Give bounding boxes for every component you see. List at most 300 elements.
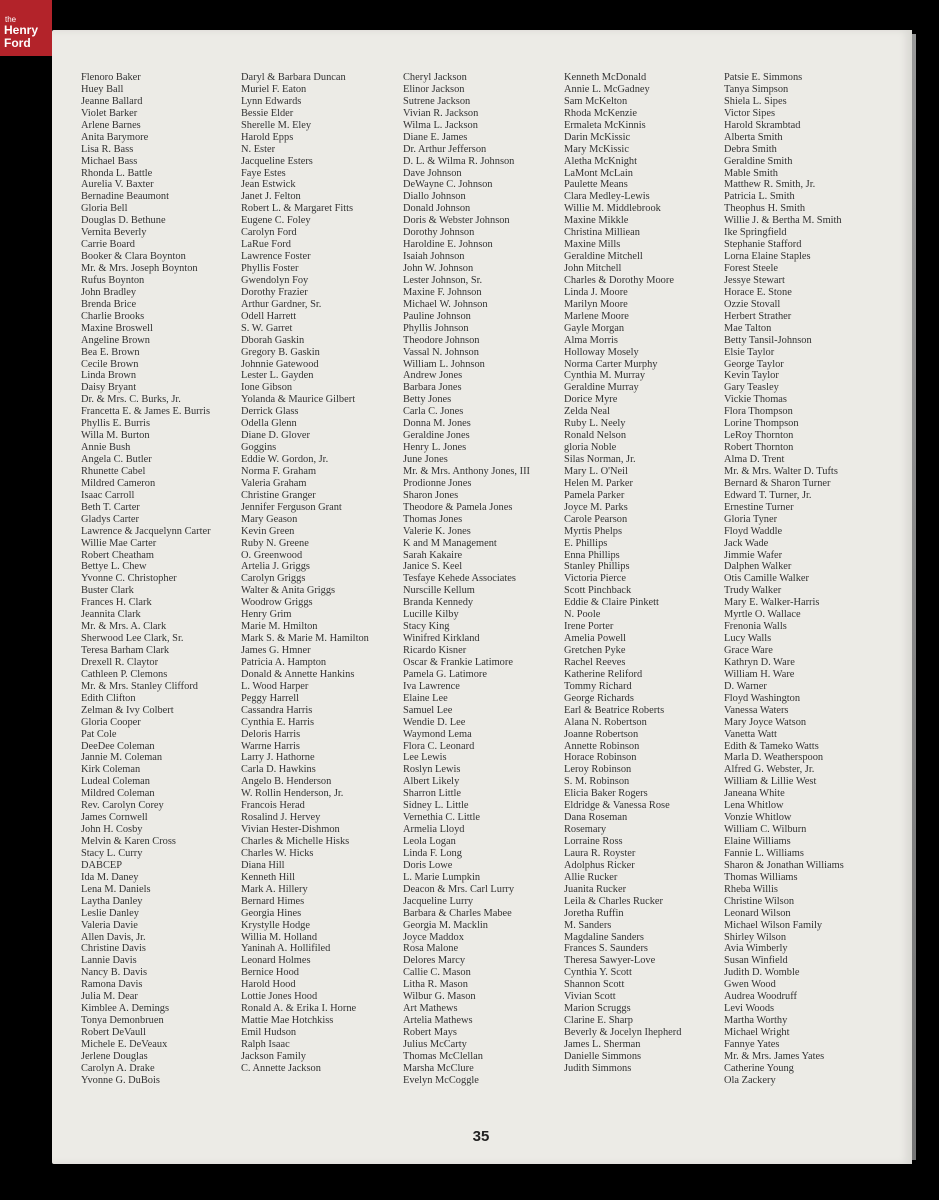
name-entry: Linda J. Moore bbox=[564, 286, 628, 298]
name-entry: Mae Talton bbox=[724, 322, 772, 334]
name-entry: Edith Clifton bbox=[81, 692, 136, 704]
page-number: 35 bbox=[472, 1128, 490, 1145]
name-entry: John W. Johnson bbox=[403, 263, 474, 274]
name-entry: Odella Glenn bbox=[241, 418, 297, 430]
name-entry: Dana Roseman bbox=[564, 812, 628, 824]
name-entry: Frances H. Clark bbox=[81, 597, 152, 609]
name-entry: Krystylle Hodge bbox=[241, 919, 310, 931]
name-entry: Vivian Hester-Dishmon bbox=[241, 824, 340, 836]
name-entry: James G. Hmner bbox=[241, 645, 311, 656]
name-entry: Levi Woods bbox=[724, 1003, 775, 1015]
name-entry: Anita Barymore bbox=[81, 131, 149, 143]
name-entry: Diana Hill bbox=[241, 859, 285, 871]
name-entry: D. L. & Wilma R. Johnson bbox=[403, 155, 515, 167]
name-entry: Robert Cheatham bbox=[81, 549, 155, 561]
name-entry: Annie L. McGadney bbox=[564, 83, 650, 95]
name-entry: Lester L. Gayden bbox=[241, 370, 314, 382]
name-entry: Teresa Barham Clark bbox=[81, 645, 170, 656]
name-entry: Valerie K. Jones bbox=[403, 525, 471, 537]
name-entry: LaRue Ford bbox=[241, 239, 291, 251]
name-entry: Victoria Pierce bbox=[564, 573, 626, 585]
name-entry: Francetta E. & James E. Burris bbox=[81, 406, 210, 418]
name-column-5 bbox=[724, 72, 844, 1087]
name-entry: E. Phillips bbox=[564, 537, 608, 549]
name-entry: Theodore Johnson bbox=[403, 334, 480, 346]
name-entry: Georgia Hines bbox=[241, 907, 302, 919]
name-entry: Flenoro Baker bbox=[81, 72, 141, 83]
name-entry: Floyd Waddle bbox=[724, 525, 783, 537]
name-entry: Darin McKissic bbox=[564, 131, 631, 143]
name-entry: Donna M. Jones bbox=[403, 418, 471, 430]
name-entry: Ernestine Turner bbox=[724, 501, 794, 513]
name-entry: Christine Wilson bbox=[724, 895, 795, 907]
name-entry: Gary Teasley bbox=[724, 382, 779, 394]
name-entry: Gloria Cooper bbox=[81, 716, 141, 728]
name-entry: Diallo Johnson bbox=[403, 191, 466, 203]
name-entry: Winifred Kirkland bbox=[403, 633, 480, 645]
name-entry: Drexell R. Claytor bbox=[81, 656, 159, 668]
name-entry: Mary L. O'Neil bbox=[564, 465, 628, 477]
name-entry: Fannie L. Williams bbox=[724, 847, 804, 859]
name-entry: Evelyn McCoggle bbox=[403, 1074, 479, 1086]
name-entry: Frances S. Saunders bbox=[564, 943, 648, 955]
name-entry: Tanya Simpson bbox=[724, 83, 789, 95]
name-entry: Marla D. Weatherspoon bbox=[724, 752, 824, 764]
name-entry: Ione Gibson bbox=[241, 382, 293, 394]
name-entry: Shannon Scott bbox=[564, 979, 625, 991]
name-entry: Mary Joyce Watson bbox=[724, 716, 807, 728]
name-entry: Jean Estwick bbox=[241, 179, 296, 191]
name-entry: Thomas Jones bbox=[403, 513, 463, 525]
name-entry: Artelia Mathews bbox=[403, 1015, 473, 1027]
name-entry: Rev. Carolyn Corey bbox=[81, 800, 164, 812]
name-entry: Forest Steele bbox=[724, 263, 778, 274]
name-entry: L. Marie Lumpkin bbox=[403, 871, 481, 883]
name-entry: Phyllis Johnson bbox=[403, 322, 469, 334]
name-entry: Sutrene Jackson bbox=[403, 95, 471, 107]
name-entry: James L. Sherman bbox=[564, 1038, 641, 1050]
name-entry: Floyd Washington bbox=[724, 692, 801, 704]
name-entry: Sherelle M. Eley bbox=[241, 119, 312, 131]
name-entry: Mildred Coleman bbox=[81, 788, 155, 800]
name-entry: Sharon Jones bbox=[403, 489, 459, 501]
name-entry: Ruby L. Neely bbox=[564, 418, 626, 430]
name-entry: Goggins bbox=[241, 442, 277, 454]
name-entry: Sherwood Lee Clark, Sr. bbox=[81, 633, 184, 645]
name-entry: Joyce M. Parks bbox=[564, 501, 628, 513]
name-entry: Paulette Means bbox=[564, 179, 628, 191]
name-column-3 bbox=[403, 72, 530, 1087]
name-entry: Horace Robinson bbox=[564, 752, 637, 764]
name-entry: Cynthia M. Murray bbox=[564, 370, 646, 382]
name-entry: Bernadine Beaumont bbox=[81, 191, 170, 203]
name-entry: Yvonne G. DuBois bbox=[81, 1074, 160, 1086]
name-entry: Vivian R. Jackson bbox=[403, 107, 479, 119]
name-entry: Theresa Sawyer-Love bbox=[564, 955, 656, 967]
name-entry: N. Ester bbox=[241, 143, 276, 155]
name-entry: Leonard Wilson bbox=[724, 907, 791, 919]
name-entry: Stanley Phillips bbox=[564, 561, 630, 573]
name-entry: Angeline Brown bbox=[81, 334, 150, 346]
name-entry: Woodrow Griggs bbox=[241, 597, 313, 609]
name-entry: Litha R. Mason bbox=[403, 979, 468, 991]
name-entry: Cassandra Harris bbox=[241, 704, 313, 716]
name-entry: M. Sanders bbox=[564, 919, 612, 931]
name-entry: Alma Morris bbox=[564, 334, 618, 346]
name-entry: Angelo B. Henderson bbox=[241, 776, 332, 788]
name-entry: Janet J. Felton bbox=[241, 191, 301, 203]
name-entry: Alma D. Trent bbox=[724, 454, 785, 465]
name-entry: Bernard Himes bbox=[241, 895, 305, 907]
name-entry: Lucille Kilby bbox=[403, 609, 459, 621]
name-entry: William & Lillie West bbox=[724, 776, 817, 788]
name-column-4 bbox=[564, 72, 681, 1075]
name-entry: Francois Herad bbox=[241, 800, 305, 812]
name-entry: Vonzie Whitlow bbox=[724, 812, 792, 824]
name-entry: Elaine Williams bbox=[724, 836, 791, 847]
name-entry: S. W. Garret bbox=[241, 322, 293, 334]
name-entry: Vickie Thomas bbox=[724, 394, 787, 406]
name-entry: Christine Granger bbox=[241, 489, 316, 501]
name-entry: Charles & Dorothy Moore bbox=[564, 274, 674, 286]
name-entry: George Richards bbox=[564, 692, 634, 704]
name-entry: Vanetta Watt bbox=[724, 728, 777, 740]
name-entry: Dorothy Johnson bbox=[403, 227, 475, 239]
name-entry: Arthur Gardner, Sr. bbox=[241, 298, 322, 310]
name-entry: Rheba Willis bbox=[724, 883, 778, 895]
name-entry: Michael Bass bbox=[81, 155, 138, 167]
name-entry: Ola Zackery bbox=[724, 1074, 776, 1086]
name-entry: Julia M. Dear bbox=[81, 991, 138, 1003]
name-entry: Joanne Robertson bbox=[564, 728, 639, 740]
name-entry: DeeDee Coleman bbox=[81, 740, 155, 752]
name-entry: Jack Wade bbox=[724, 537, 769, 549]
name-entry: Edith & Tameko Watts bbox=[724, 740, 819, 752]
name-entry: Ike Springfield bbox=[724, 227, 787, 239]
name-entry: Harold Epps bbox=[241, 131, 294, 143]
name-entry: Eugene C. Foley bbox=[241, 215, 311, 227]
name-entry: Dr. Arthur Jefferson bbox=[403, 143, 487, 155]
name-entry: Ronald Nelson bbox=[564, 430, 627, 442]
name-entry: Derrick Glass bbox=[241, 406, 299, 418]
name-entry: Matthew R. Smith, Jr. bbox=[724, 179, 816, 191]
name-entry: Annie Bush bbox=[81, 442, 131, 454]
name-entry: Alfred G. Webster, Jr. bbox=[724, 764, 815, 776]
name-entry: Phyllis E. Burris bbox=[81, 418, 150, 430]
name-entry: gloria Noble bbox=[564, 442, 617, 454]
name-entry: Norma Carter Murphy bbox=[564, 358, 658, 370]
name-entry: Brenda Brice bbox=[81, 298, 137, 310]
name-entry: Vivian Scott bbox=[564, 991, 616, 1003]
name-entry: Leslie Danley bbox=[81, 907, 139, 919]
name-entry: Lawrence Foster bbox=[241, 251, 311, 263]
name-entry: Yaninah A. Hollifiled bbox=[241, 943, 331, 955]
name-entry: Nurscille Kellum bbox=[403, 585, 475, 597]
name-entry: Dorice Myre bbox=[564, 394, 618, 406]
name-entry: Angela C. Butler bbox=[81, 454, 152, 465]
name-entry: Michael Wright bbox=[724, 1027, 790, 1038]
name-entry: Johnnie Gatewood bbox=[241, 358, 319, 370]
name-entry: Allen Davis, Jr. bbox=[81, 931, 146, 943]
name-entry: Laura R. Royster bbox=[564, 847, 636, 859]
logo-line-1: Henry bbox=[4, 23, 39, 37]
name-entry: Carolyn A. Drake bbox=[81, 1062, 155, 1074]
name-entry: Katherine Reliford bbox=[564, 668, 643, 680]
name-entry: Harold Skrambtad bbox=[724, 119, 801, 131]
name-entry: Fannye Yates bbox=[724, 1038, 780, 1050]
name-entry: Gwen Wood bbox=[724, 979, 776, 991]
name-entry: Yolanda & Maurice Gilbert bbox=[241, 394, 356, 406]
name-entry: Thomas Williams bbox=[724, 871, 798, 883]
name-entry: Willia M. Holland bbox=[241, 931, 318, 943]
name-entry: Haroldine E. Johnson bbox=[403, 239, 493, 251]
name-entry: Lorine Thompson bbox=[724, 418, 799, 430]
name-entry: Clarine E. Sharp bbox=[564, 1015, 633, 1027]
name-entry: Nancy B. Davis bbox=[81, 967, 148, 979]
name-entry: Scott Pinchback bbox=[564, 585, 632, 597]
name-entry: DABCEP bbox=[81, 859, 122, 871]
name-entry: Cheryl Jackson bbox=[403, 72, 467, 83]
the-henry-ford-logo bbox=[0, 0, 52, 56]
name-entry: Mary Geason bbox=[241, 513, 298, 525]
name-entry: Cathleen P. Clemons bbox=[81, 668, 168, 680]
name-entry: Jerlene Douglas bbox=[81, 1050, 148, 1062]
name-entry: Beth T. Carter bbox=[81, 501, 140, 513]
name-entry: Juanita Rucker bbox=[564, 883, 627, 895]
name-entry: Arlene Barnes bbox=[81, 119, 141, 131]
name-entry: Irene Porter bbox=[564, 621, 614, 633]
name-entry: Earl & Beatrice Roberts bbox=[564, 704, 665, 716]
name-entry: Lannie Davis bbox=[81, 955, 137, 967]
name-entry: Lena Whitlow bbox=[724, 800, 784, 812]
name-entry: Kenneth McDonald bbox=[564, 72, 647, 83]
name-entry: LaMont McLain bbox=[564, 167, 633, 179]
name-entry: LeRoy Thornton bbox=[724, 430, 794, 442]
name-entry: Huey Ball bbox=[81, 83, 124, 95]
name-entry: Marlene Moore bbox=[564, 310, 629, 322]
name-entry: Jeanne Ballard bbox=[81, 95, 143, 107]
name-entry: Lisa R. Bass bbox=[81, 143, 134, 155]
name-entry: Bernice Hood bbox=[241, 967, 299, 979]
name-entry: Douglas D. Bethune bbox=[81, 215, 166, 227]
name-entry: Emil Hudson bbox=[241, 1027, 297, 1038]
name-entry: Janice S. Keel bbox=[403, 561, 463, 573]
name-entry: Barbara & Charles Mabee bbox=[403, 907, 512, 919]
name-entry: Melvin & Karen Cross bbox=[81, 836, 176, 847]
name-entry: Patricia L. Smith bbox=[724, 191, 795, 203]
name-entry: L. Wood Harper bbox=[241, 680, 309, 692]
name-entry: Elaine Lee bbox=[403, 692, 448, 704]
name-entry: Pamela Parker bbox=[564, 489, 625, 501]
name-entry: John Mitchell bbox=[564, 263, 622, 274]
name-entry: Marilyn Moore bbox=[564, 298, 628, 310]
name-entry: Delores Marcy bbox=[403, 955, 466, 967]
name-entry: Leola Logan bbox=[403, 836, 456, 847]
name-entry: Ludeal Coleman bbox=[81, 776, 150, 788]
name-entry: Kathryn D. Ware bbox=[724, 656, 795, 668]
name-entry: Jannie M. Coleman bbox=[81, 752, 163, 764]
name-entry: Charles W. Hicks bbox=[241, 847, 314, 859]
name-entry: Enna Phillips bbox=[564, 549, 620, 561]
name-entry: Deloris Harris bbox=[241, 728, 301, 740]
name-entry: Mr. & Mrs. Anthony Jones, III bbox=[403, 465, 530, 477]
name-entry: Allie Rucker bbox=[564, 871, 618, 883]
name-entry: Stacy L. Curry bbox=[81, 847, 143, 859]
name-entry: Kimblee A. Demings bbox=[81, 1003, 170, 1015]
name-entry: Rhoda McKenzie bbox=[564, 107, 637, 119]
name-entry: Bea E. Brown bbox=[81, 346, 140, 358]
name-entry: Henry Grim bbox=[241, 609, 292, 621]
name-entry: Wilbur G. Mason bbox=[403, 991, 476, 1003]
name-entry: Michele E. DeVeaux bbox=[81, 1038, 168, 1050]
name-entry: Jennifer Ferguson Grant bbox=[241, 501, 342, 513]
name-entry: Carolyn Griggs bbox=[241, 573, 306, 585]
name-entry: Edward T. Turner, Jr. bbox=[724, 489, 812, 501]
name-entry: Zelman & Ivy Colbert bbox=[81, 704, 174, 716]
logo-the: the bbox=[5, 15, 17, 24]
name-entry: O. Greenwood bbox=[241, 549, 303, 561]
name-entry: Julius McCarty bbox=[403, 1038, 467, 1050]
name-entry: Charlie Brooks bbox=[81, 310, 145, 322]
name-entry: Michael W. Johnson bbox=[403, 298, 488, 310]
name-entry: Joretha Ruffin bbox=[564, 907, 624, 919]
name-entry: Wilma L. Jackson bbox=[403, 119, 478, 131]
name-column-2 bbox=[241, 72, 369, 1075]
name-entry: Elinor Jackson bbox=[403, 83, 465, 95]
name-entry: Helen M. Parker bbox=[564, 477, 633, 489]
name-entry: Judith Simmons bbox=[564, 1062, 632, 1074]
name-entry: Pat Cole bbox=[81, 728, 117, 740]
name-entry: Geraldine Jones bbox=[403, 430, 470, 442]
name-entry: Victor Sipes bbox=[724, 107, 776, 119]
name-entry: Oscar & Frankie Latimore bbox=[403, 656, 513, 668]
name-entry: Mildred Cameron bbox=[81, 477, 156, 489]
name-entry: Debra Smith bbox=[724, 143, 777, 155]
name-entry: Jackson Family bbox=[241, 1050, 306, 1062]
name-entry: Alana N. Robertson bbox=[564, 716, 647, 728]
name-entry: Ramona Davis bbox=[81, 979, 143, 991]
name-entry: Kirk Coleman bbox=[81, 764, 141, 776]
name-entry: Lorna Elaine Staples bbox=[724, 251, 811, 263]
name-entry: Vernita Beverly bbox=[81, 227, 147, 239]
name-entry: Horace E. Stone bbox=[724, 286, 792, 298]
name-entry: Magdaline Sanders bbox=[564, 931, 644, 943]
name-entry: George Taylor bbox=[724, 358, 784, 370]
name-entry: Maxine Mills bbox=[564, 239, 621, 251]
name-entry: Stephanie Stafford bbox=[724, 239, 802, 251]
name-entry: Mable Smith bbox=[724, 167, 778, 179]
name-entry: Phyllis Foster bbox=[241, 263, 299, 274]
name-entry: Eddie & Claire Pinkett bbox=[564, 597, 659, 609]
name-entry: Betty Tansil-Johnson bbox=[724, 334, 812, 346]
name-entry: Linda F. Long bbox=[403, 847, 462, 859]
name-entry: Tommy Richard bbox=[564, 680, 632, 692]
name-entry: Artelia J. Griggs bbox=[241, 561, 310, 573]
name-entry: Mr. & Mrs. James Yates bbox=[724, 1050, 825, 1062]
name-entry: Robert L. & Margaret Fitts bbox=[241, 203, 354, 215]
name-entry: Gloria Tyner bbox=[724, 513, 778, 525]
name-entry: Thomas McClellan bbox=[403, 1050, 483, 1062]
name-entry: Martha Worthy bbox=[724, 1015, 788, 1027]
name-entry: Carla D. Hawkins bbox=[241, 764, 316, 776]
name-entry: Mr. & Mrs. Stanley Clifford bbox=[81, 680, 198, 692]
name-entry: Mark S. & Marie M. Hamilton bbox=[241, 633, 369, 645]
name-entry: K and M Management bbox=[403, 537, 497, 549]
name-entry: Elsie Taylor bbox=[724, 346, 775, 358]
name-entry: Doris Lowe bbox=[403, 859, 453, 871]
name-entry: Patsie E. Simmons bbox=[724, 72, 803, 83]
name-entry: Barbara Jones bbox=[403, 382, 462, 394]
name-entry: Gwendolyn Foy bbox=[241, 274, 309, 286]
name-entry: Maxine Mikkle bbox=[564, 215, 629, 227]
name-entry: Sharron Little bbox=[403, 788, 462, 800]
name-entry: Audrea Woodruff bbox=[724, 991, 797, 1003]
name-entry: Andrew Jones bbox=[403, 370, 463, 382]
name-entry: Carolyn Ford bbox=[241, 227, 297, 239]
name-entry: Diane D. Glover bbox=[241, 430, 310, 442]
name-entry: Adolphus Ricker bbox=[564, 859, 635, 871]
name-entry: Aurelia V. Baxter bbox=[81, 179, 154, 191]
name-entry: Dorothy Frazier bbox=[241, 286, 308, 298]
name-entry: Charles & Michelle Hisks bbox=[241, 836, 350, 847]
logo-line-2: Ford bbox=[4, 36, 31, 50]
name-entry: Aletha McKnight bbox=[564, 155, 638, 167]
name-entry: Jeannita Clark bbox=[81, 609, 141, 621]
name-entry: S. M. Robinson bbox=[564, 776, 630, 788]
name-entry: Avia Wimberly bbox=[724, 943, 788, 955]
name-entry: Sam McKelton bbox=[564, 95, 628, 107]
name-entry: Geraldine Smith bbox=[724, 155, 793, 167]
name-entry: Odell Harrett bbox=[241, 310, 297, 322]
name-entry: Leonard Holmes bbox=[241, 955, 311, 967]
name-entry: Mr. & Mrs. Joseph Boynton bbox=[81, 263, 198, 274]
name-entry: Rosa Malone bbox=[403, 943, 459, 955]
name-entry: Waymond Lema bbox=[403, 728, 472, 740]
name-entry: Rachel Reeves bbox=[564, 656, 626, 668]
name-entry: Kevin Taylor bbox=[724, 370, 779, 382]
name-entry: Rosemary bbox=[564, 824, 607, 836]
name-entry: Ermaleta McKinnis bbox=[564, 119, 646, 131]
name-entry: Valeria Davie bbox=[81, 919, 138, 931]
name-entry: Danielle Simmons bbox=[564, 1050, 642, 1062]
name-entry: Marsha McClure bbox=[403, 1062, 474, 1074]
name-entry: Rufus Boynton bbox=[81, 274, 145, 286]
name-entry: Frenonia Walls bbox=[724, 621, 787, 633]
name-entry: Tonya Demonbruen bbox=[81, 1015, 164, 1027]
name-entry: Beverly & Jocelyn Ihepherd bbox=[564, 1027, 682, 1038]
name-entry: Callie C. Mason bbox=[403, 967, 471, 979]
name-entry: Deacon & Mrs. Carl Lurry bbox=[403, 883, 515, 895]
name-entry: Georgia M. Macklin bbox=[403, 919, 488, 931]
name-entry: Eldridge & Vanessa Rose bbox=[564, 800, 670, 812]
name-entry: Susan Winfield bbox=[724, 955, 788, 967]
name-entry: Myrtis Phelps bbox=[564, 525, 623, 537]
name-entry: C. Annette Jackson bbox=[241, 1062, 321, 1074]
name-entry: Shirley Wilson bbox=[724, 931, 787, 943]
name-entry: Patricia A. Hampton bbox=[241, 656, 327, 668]
name-entry: Norma F. Graham bbox=[241, 465, 317, 477]
name-entry: Willie Mae Carter bbox=[81, 537, 157, 549]
name-entry: Branda Kennedy bbox=[403, 597, 474, 609]
name-entry: Diane E. James bbox=[403, 131, 468, 143]
name-entry: Isaiah Johnson bbox=[403, 251, 465, 263]
name-entry: Leroy Robinson bbox=[564, 764, 632, 776]
name-entry: Daisy Bryant bbox=[81, 382, 137, 394]
name-entry: Rosalind J. Hervey bbox=[241, 812, 321, 824]
name-entry: Grace Ware bbox=[724, 645, 773, 656]
name-entry: Holloway Mosely bbox=[564, 346, 639, 358]
name-entry: Lena M. Daniels bbox=[81, 883, 151, 895]
